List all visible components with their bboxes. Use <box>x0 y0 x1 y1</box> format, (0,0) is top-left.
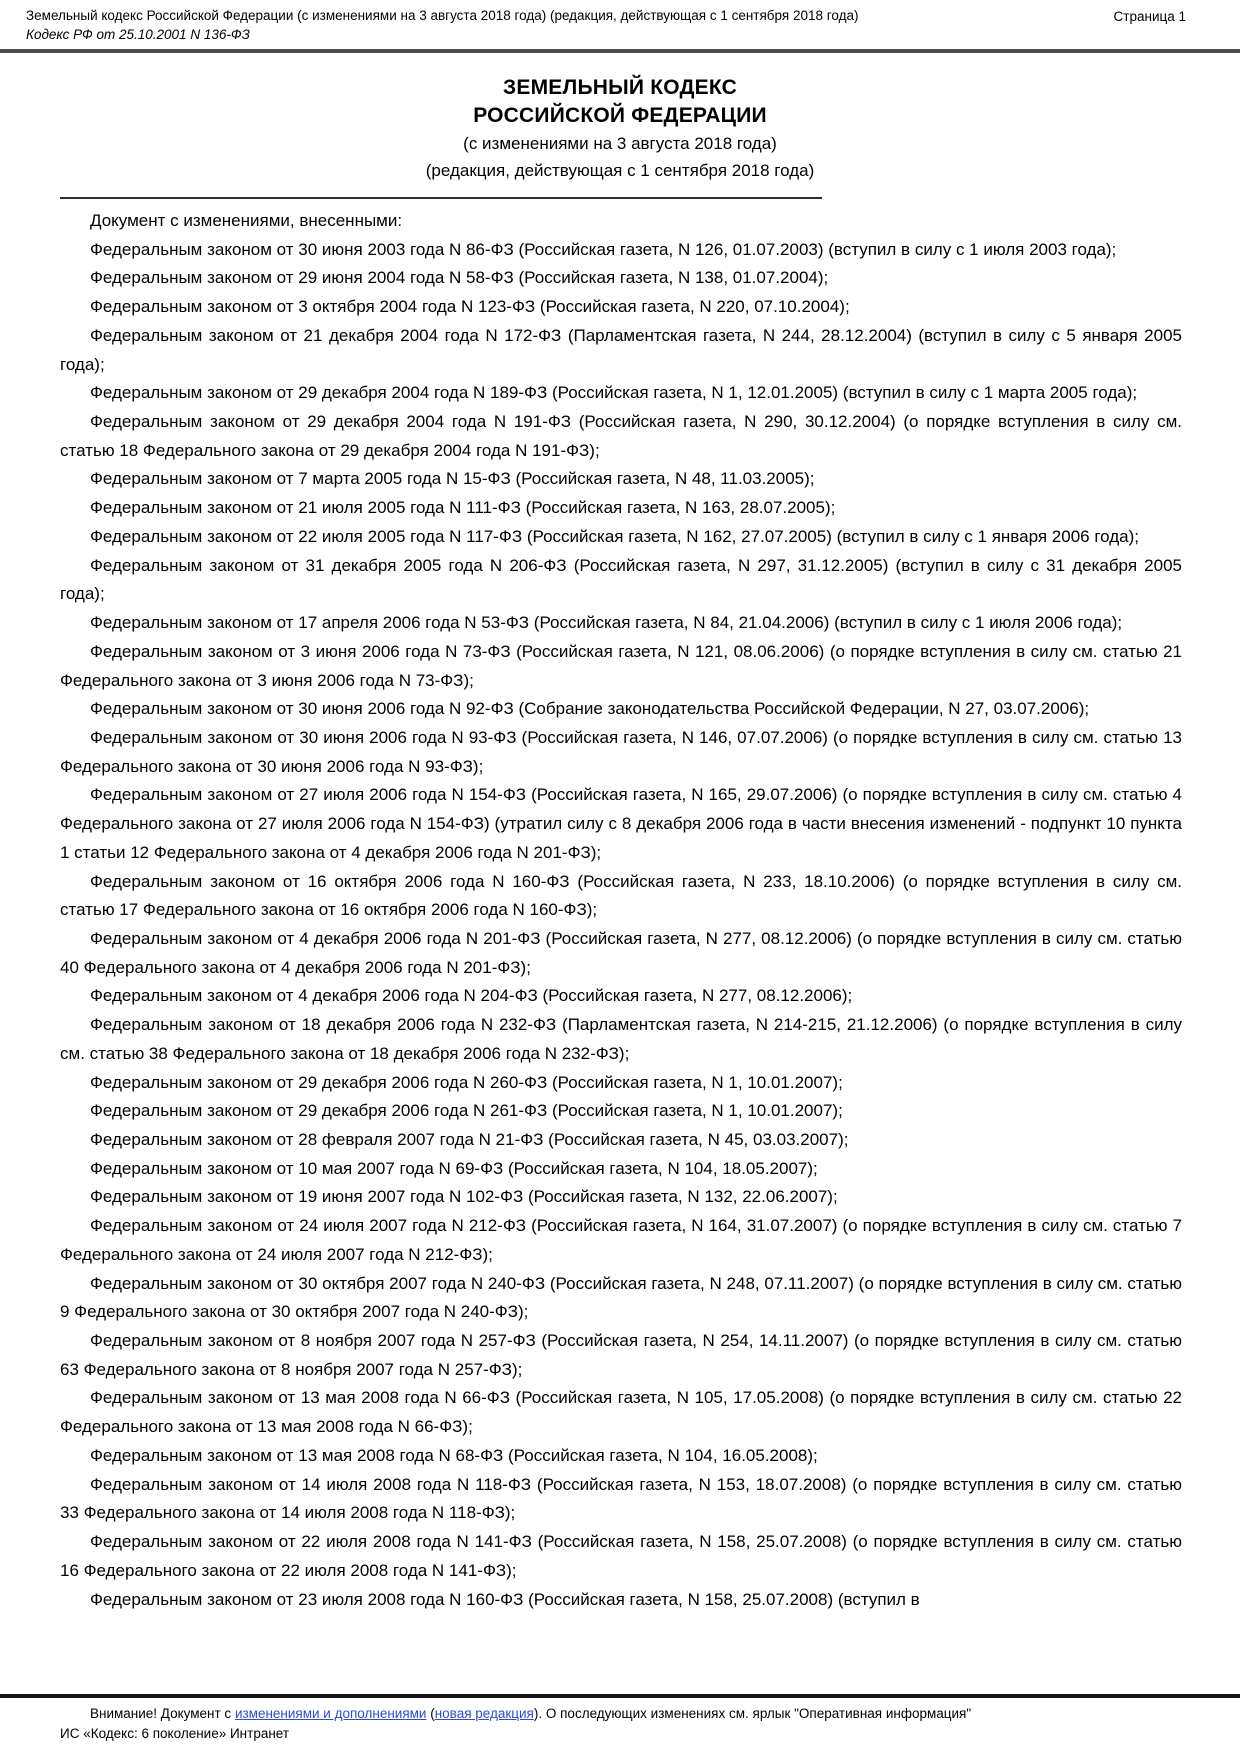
body-paragraph: Федеральным законом от 8 ноября 2007 года N 257-ФЗ (Российская газета, N 254, 14.11.2007) (о порядке вступления в силу см. статью 63 Федерального закона от 8 ноября 2007 года N 257-ФЗ); <box>60 1331 1182 1379</box>
document-body <box>0 199 1240 1694</box>
body-paragraph: Федеральным законом от 27 июля 2006 года N 154-ФЗ (Российская газета, N 165, 29.07.2006) (о порядке вступления в силу см. статью 4 Федерального закона от 27 июля 2006 года N 154-ФЗ) (утратил силу с 8 декабря 2006 года в части внесения изменений - подпункт 10 пункта 1 статьи 12 Федерального закона от 4 декабря 2006 года N 201-ФЗ); <box>60 785 1182 862</box>
body-paragraph: Федеральным законом от 4 декабря 2006 года N 204-ФЗ (Российская газета, N 277, 08.12.2006); <box>90 986 853 1006</box>
body-paragraph: Федеральным законом от 28 февраля 2007 года N 21-ФЗ (Российская газета, N 45, 03.03.2007); <box>90 1130 849 1149</box>
body-paragraph: Федеральным законом от 17 апреля 2006 года N 53-ФЗ (Российская газета, N 84, 21.04.2006) (вступил в силу с 1 июля 2006 года); <box>90 613 1123 633</box>
footer-notice-suffix: ). О последующих изменениях см. ярлык "Оперативная информация" <box>533 1706 972 1721</box>
header-document-title: Земельный кодекс Российской Федерации (с изменениями на 3 августа 2018 года) (редакция, действующая с 1 сентября 2018 года) <box>26 8 859 23</box>
page-header <box>0 0 1240 45</box>
body-paragraph: Федеральным законом от 4 декабря 2006 года N 201-ФЗ (Российская газета, N 277, 08.12.2006) (о порядке вступления в силу см. статью 40 Федерального закона от 4 декабря 2006 года N 201-ФЗ); <box>60 928 1182 977</box>
document-title-amendments: (с изменениями на 3 августа 2018 года) <box>463 134 777 153</box>
body-paragraph: Федеральным законом от 30 июня 2003 года N 86-ФЗ (Российская газета, N 126, 01.07.2003) (вступил в силу с 1 июля 2003 года); <box>90 239 1117 259</box>
body-paragraph: Федеральным законом от 30 июня 2006 года N 93-ФЗ (Российская газета, N 146, 07.07.2006) (о порядке вступления в силу см. статью 13 Федерального закона от 30 июня 2006 года N 93-ФЗ); <box>60 727 1182 776</box>
header-document-subtitle: Кодекс РФ от 25.10.2001 N 136-ФЗ <box>26 27 250 42</box>
body-paragraph: Федеральным законом от 18 декабря 2006 года N 232-ФЗ (Парламентская газета, N 214-215, 21.12.2006) (о порядке вступления в силу см. статью 38 Федерального закона от 18 декабря 2006 года N 232-ФЗ); <box>60 1015 1182 1063</box>
document-title-line1: ЗЕМЕЛЬНЫЙ КОДЕКС <box>503 76 737 99</box>
footer-notice <box>60 1704 1200 1724</box>
body-paragraph: Федеральным законом от 10 мая 2007 года N 69-ФЗ (Российская газета, N 104, 18.05.2007); <box>90 1158 818 1178</box>
body-paragraph: Федеральным законом от 30 июня 2006 года N 92-ФЗ (Собрание законодательства Российской Федерации, N 27, 03.07.2006); <box>90 699 1090 719</box>
body-paragraphs <box>60 236 1182 1615</box>
body-paragraph: Федеральным законом от 3 октября 2004 года N 123-ФЗ (Российская газета, N 220, 07.10.2004); <box>90 297 850 317</box>
body-paragraph: Федеральным законом от 29 декабря 2006 года N 261-ФЗ (Российская газета, N 1, 10.01.2007); <box>90 1101 843 1121</box>
body-paragraph: Федеральным законом от 31 декабря 2005 года N 206-ФЗ (Российская газета, N 297, 31.12.2005) (вступил в силу с 31 декабря 2005 года); <box>60 555 1182 604</box>
body-paragraph: Федеральным законом от 21 июля 2005 года N 111-ФЗ (Российская газета, N 163, 28.07.2005); <box>90 498 836 518</box>
footer-notice-prefix: Внимание! Документ с <box>90 1706 235 1721</box>
body-paragraph: Федеральным законом от 29 декабря 2004 года N 191-ФЗ (Российская газета, N 290, 30.12.2004) (о порядке вступления в силу см. статью 18 Федерального закона от 29 декабря 2004 года N 191-ФЗ); <box>60 412 1182 460</box>
body-paragraph: Федеральным законом от 29 июня 2004 года N 58-ФЗ (Российская газета, N 138, 01.07.2004); <box>90 268 829 288</box>
body-paragraph: Федеральным законом от 13 мая 2008 года N 66-ФЗ (Российская газета, N 105, 17.05.2008) (о порядке вступления в силу см. статью 22 Федерального закона от 13 мая 2008 года N 66-ФЗ); <box>60 1388 1182 1437</box>
footer-source-line: ИС «Кодекс: 6 поколение» Интранет <box>60 1726 290 1741</box>
document-title-line2: РОССИЙСКОЙ ФЕДЕРАЦИИ <box>473 104 767 127</box>
body-paragraph: Федеральным законом от 16 октября 2006 года N 160-ФЗ (Российская газета, N 233, 18.10.2006) (о порядке вступления в силу см. статью 17 Федерального закона от 16 октября 2006 года N 160-ФЗ); <box>60 871 1182 920</box>
body-paragraph: Федеральным законом от 14 июля 2008 года N 118-ФЗ (Российская газета, N 153, 18.07.2008) (о порядке вступления в силу см. статью 33 Федерального закона от 14 июля 2008 года N 118-ФЗ); <box>60 1474 1182 1523</box>
body-paragraph: Федеральным законом от 22 июля 2008 года N 141-ФЗ (Российская газета, N 158, 25.07.2008) (о порядке вступления в силу см. статью 16 Федерального закона от 22 июля 2008 года N 141-ФЗ); <box>60 1532 1182 1580</box>
amendments-link[interactable]: изменениями и дополнениями <box>234 1706 427 1721</box>
body-paragraph: Федеральным законом от 29 декабря 2006 года N 260-ФЗ (Российская газета, N 1, 10.01.2007); <box>90 1072 843 1092</box>
body-paragraph: Федеральным законом от 23 июля 2008 года N 160-ФЗ (Российская газета, N 158, 25.07.2008) (вступил в <box>90 1589 920 1609</box>
body-paragraph: Федеральным законом от 7 марта 2005 года N 15-ФЗ (Российская газета, N 48, 11.03.2005); <box>90 469 815 489</box>
body-paragraph: Федеральным законом от 3 июня 2006 года N 73-ФЗ (Российская газета, N 121, 08.06.2006) (о порядке вступления в силу см. статью 21 Федерального закона от 3 июня 2006 года N 73-ФЗ); <box>60 641 1182 690</box>
page-footer <box>0 1698 1240 1754</box>
footer-notice-mid: ( <box>426 1706 435 1721</box>
document-title-edition: (редакция, действующая с 1 сентября 2018 года) <box>425 161 815 180</box>
body-paragraph: Федеральным законом от 21 декабря 2004 года N 172-ФЗ (Парламентская газета, N 244, 28.12.2004) (вступил в силу с 5 января 2005 года); <box>60 325 1182 374</box>
body-paragraph: Федеральным законом от 22 июля 2005 года N 117-ФЗ (Российская газета, N 162, 27.07.2005) (вступил в силу с 1 января 2006 года); <box>90 526 1139 546</box>
new-edition-link[interactable]: новая редакция <box>434 1706 534 1721</box>
body-paragraph: Федеральным законом от 30 октября 2007 года N 240-ФЗ (Российская газета, N 248, 07.11.2007) (о порядке вступления в силу см. статью 9 Федерального закона от 30 октября 2007 года N 240-ФЗ); <box>60 1273 1182 1322</box>
body-paragraph: Федеральным законом от 29 декабря 2004 года N 189-ФЗ (Российская газета, N 1, 12.01.2005) (вступил в силу с 1 марта 2005 года); <box>90 383 1138 403</box>
header-divider-rule <box>0 49 1240 53</box>
body-paragraph: Федеральным законом от 24 июля 2007 года N 212-ФЗ (Российская газета, N 164, 31.07.2007) (о порядке вступления в силу см. статью 7 Федерального закона от 24 июля 2007 года N 212-ФЗ); <box>60 1216 1182 1264</box>
document-title-block <box>0 74 1240 184</box>
body-intro-paragraph: Документ с изменениями, внесенными: <box>90 211 403 230</box>
body-paragraph: Федеральным законом от 19 июня 2007 года N 102-ФЗ (Российская газета, N 132, 22.06.2007); <box>90 1187 838 1207</box>
page-number-label: Страница 1 <box>1113 9 1186 24</box>
body-paragraph: Федеральным законом от 13 мая 2008 года N 68-ФЗ (Российская газета, N 104, 16.05.2008); <box>90 1445 818 1465</box>
